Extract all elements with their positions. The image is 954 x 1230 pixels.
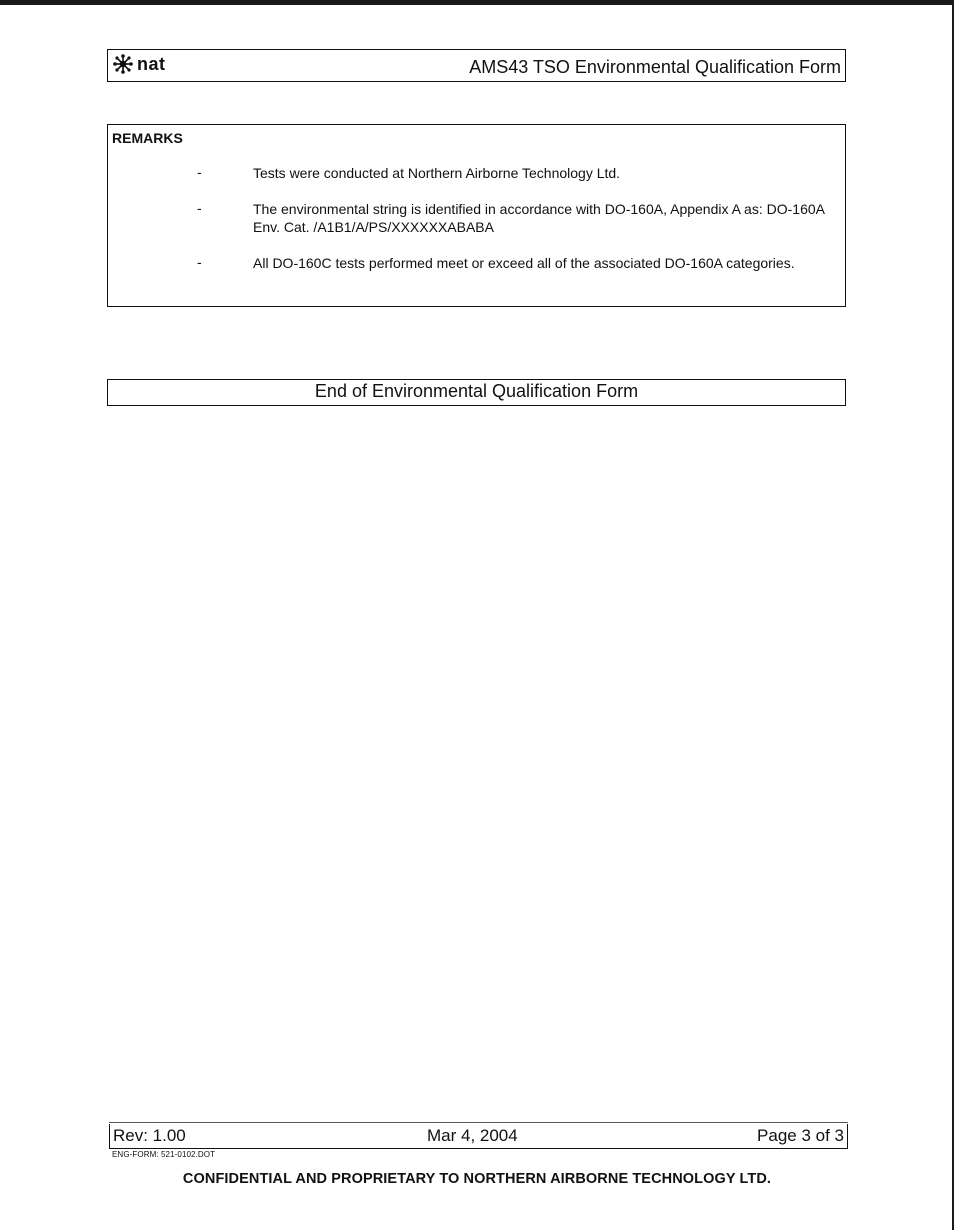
page-number: Page 3 of 3 [757,1126,844,1145]
nat-star-logo-icon [112,53,134,75]
company-logo [112,53,166,75]
page-footer [109,1124,848,1149]
revision-date: Mar 4, 2004 [427,1126,518,1145]
page-header [107,49,846,82]
remarks-section [107,124,846,307]
remark-bullet: - [197,254,202,270]
remark-text: Tests were conducted at Northern Airborne Technology Ltd. [253,165,621,181]
footer-rule [109,1122,848,1123]
revision-label: Rev: 1.00 [113,1126,186,1145]
remark-text: All DO-160C tests performed meet or exceed all of the associated DO-160A categories. [253,255,795,271]
end-of-form-banner [107,379,846,406]
scan-edge-top [0,0,954,5]
end-of-form-text: End of Environmental Qualification Form [314,381,639,401]
remark-bullet: - [197,200,202,216]
form-title: AMS43 TSO Environmental Qualification Form [469,57,841,77]
remarks-heading: REMARKS [112,130,183,146]
confidential-notice: CONFIDENTIAL AND PROPRIETARY TO NORTHERN AIRBORNE TECHNOLOGY LTD. [182,1171,772,1187]
logo-wordmark: nat [137,54,166,74]
form-id: ENG-FORM: 521-0102.DOT [112,1150,216,1159]
remark-text: The environmental string is identified in accordance with DO-160A, Appendix A as: DO-160A Env. Cat. /A1B1/A/PS/XXXXXXABABA [253,201,825,235]
remark-bullet: - [197,164,202,180]
